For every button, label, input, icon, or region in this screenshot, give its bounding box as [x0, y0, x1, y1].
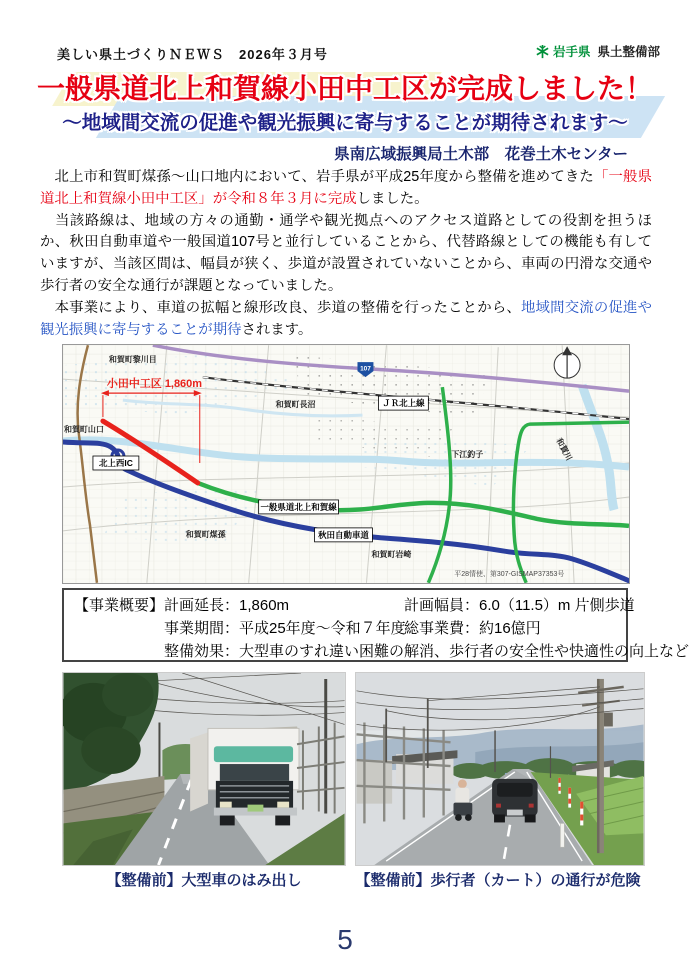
annotation-label: 小田中工区 1,860m	[106, 378, 203, 391]
truck-cab-band	[214, 746, 293, 762]
photo-truck-graphic	[63, 673, 345, 865]
title-banner	[0, 66, 690, 146]
overview-length: 計画延長：1,860m	[164, 597, 290, 614]
dept-name: 県土整備部	[597, 45, 660, 59]
page-subtitle: ～地域間交流の促進や観光振興に寄与することが期待されます～	[62, 112, 628, 134]
photo-before-truck	[62, 672, 346, 866]
overview-period: 事業期間：平成25年度～令和７年度	[164, 620, 406, 637]
overview-effect: 整備効果：大型車のすれ違い困難の解消、歩行者の安全性や快適性の向上など	[164, 643, 690, 660]
photo-pedestrian-graphic	[356, 673, 644, 865]
page-number: 5	[337, 924, 353, 955]
p3-text-end: されます。	[241, 321, 313, 338]
newsletter-issue-title: 美しい県土づくりＮＥＷＳ 2026年３月号	[57, 47, 328, 62]
paragraph-1	[40, 167, 652, 211]
project-overview-box	[62, 588, 690, 662]
label-kitakami-nishi-ic	[93, 456, 139, 470]
iwate-pref-logo-icon	[535, 44, 550, 59]
p3-highlight-blue: 地域間交流の促進や観光振興に寄与することが期待	[40, 299, 652, 338]
route-shield-number: 107	[360, 365, 371, 373]
overview-row-2	[74, 617, 626, 640]
article-body	[40, 167, 652, 341]
label-wagagawa: 和賀川	[554, 436, 574, 463]
pref-name: 岩手県	[552, 45, 591, 59]
label-shimoezuriko: 下江釣子	[451, 450, 484, 460]
p1-highlight-red: 「一般県道北上和賀線小田中工区」が令和８年３月に完成	[40, 169, 652, 207]
overview-row-3	[74, 640, 690, 663]
photo-caption-right: 【整備前】歩行者（カート）の通行が危険	[355, 872, 641, 889]
photo-before-pedestrian	[355, 672, 645, 866]
org-identity	[535, 42, 660, 60]
overview-title: 【事業概要】	[74, 597, 165, 614]
attribution: 県南広域振興局土木部 花巻土木センター	[334, 146, 628, 163]
overview-width: 計画幅員：6.0（11.5）m 片側歩道	[404, 597, 635, 614]
p1-text-end: しました。	[356, 190, 429, 207]
paragraph-2	[40, 211, 652, 298]
label-iwasaki: 和賀町岩崎	[371, 549, 412, 559]
svg-text:北上西IC: 北上西IC	[98, 457, 133, 468]
label-yamaguchi: 和賀町山口	[63, 425, 104, 435]
page-title: 一般県道北上和賀線小田中工区が完成しました！	[36, 73, 653, 104]
map-graphic	[63, 345, 629, 583]
label-naganuma: 和賀町長沼	[275, 400, 316, 410]
paragraph-3	[40, 298, 652, 342]
p1-text: 北上市和賀町煤孫～山口地内において、岩手県が平成25年度から整備を進めてきた	[40, 169, 594, 185]
svg-text:ＪＲ北上線: ＪＲ北上線	[382, 398, 425, 409]
p2-text: 当該路線は、地域の方々の通勤・通学や観光拠点へのアクセス道路としての役割を担うほか、秋田自動車道や一般国道107号と並行していることから、代替路線としての機能も有していますが、当該区間は、幅員が狭く、歩道が設置されていないことから、車両の円滑な交通や歩行者の安全な通行が課題となっていました。	[40, 212, 652, 294]
label-susumago: 和賀町煤孫	[185, 529, 226, 539]
p3-text: 本事業により、車道の拡幅と線形改良、歩道の整備を行ったことから、	[40, 299, 521, 316]
label-prefectural-route	[259, 500, 339, 514]
overview-cost: 総事業費：約16億円	[404, 620, 541, 637]
map-copyright: 平28情使、第307-GISMAP37353号	[454, 570, 565, 578]
label-akita-expressway	[315, 528, 373, 542]
location-map	[62, 344, 630, 584]
truck-windshield	[220, 764, 289, 781]
car	[492, 779, 538, 823]
svg-text:秋田自動車道: 秋田自動車道	[318, 529, 369, 540]
label-jr-kitakami-line	[378, 396, 428, 410]
svg-text:一般県道北上和賀線: 一般県道北上和賀線	[260, 501, 337, 512]
label-kurokawame: 和賀町黎川目	[108, 355, 157, 365]
photo-caption-left: 【整備前】大型車のはみ出し	[106, 872, 302, 889]
overview-row-1	[74, 594, 635, 617]
